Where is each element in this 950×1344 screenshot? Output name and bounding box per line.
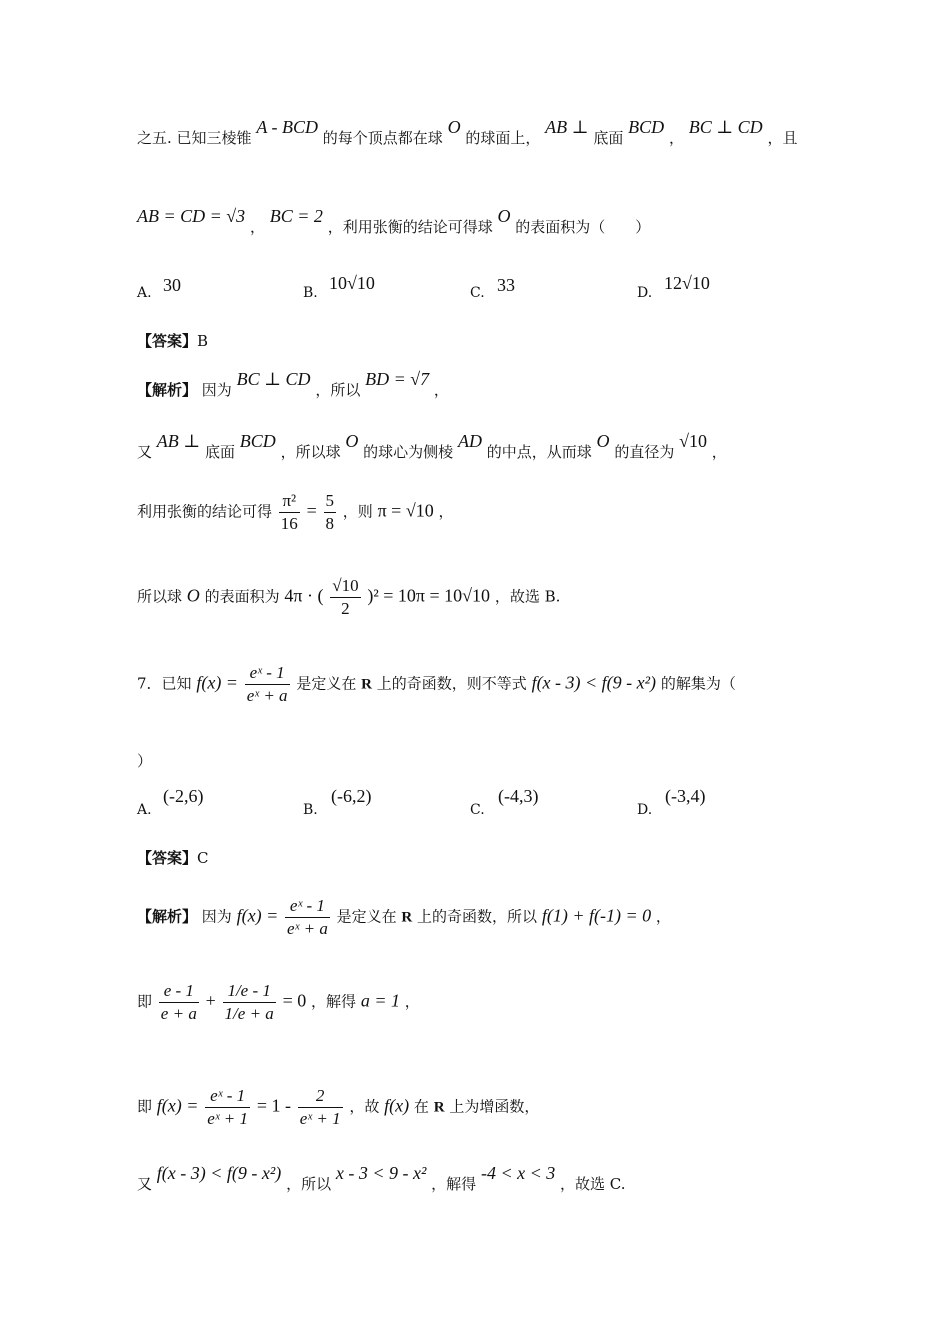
denominator: eˣ + a — [287, 919, 328, 938]
q6-formula: BC = 2 — [269, 206, 323, 226]
q6-answer — [137, 330, 830, 352]
q6-text: ， — [433, 381, 449, 399]
analysis-label: 【解析】 — [137, 381, 198, 399]
q6-text: 的中点，从而球 — [486, 443, 592, 461]
q7-text: ， — [655, 907, 671, 926]
q7-text: ，解得 — [311, 992, 357, 1011]
q6-solution-line4 — [137, 575, 830, 625]
option-label-a: A. — [137, 285, 152, 301]
q7-formula: f(x - 3) < f(9 - x²) — [156, 1163, 282, 1183]
option-value-d: (-3,4) — [665, 786, 706, 806]
q6-text: ， — [711, 443, 727, 461]
q6-formula: O — [345, 431, 359, 451]
q7-formula: = 0 — [282, 990, 307, 1011]
denominator: eˣ + a — [246, 686, 288, 705]
option-value-d: 12√10 — [664, 273, 710, 293]
q7-text: ，解得 — [431, 1175, 477, 1193]
q7-solution-line3 — [137, 1085, 830, 1135]
numerator: eˣ - 1 — [285, 895, 330, 918]
fraction — [330, 575, 360, 620]
option-value-b: (-6,2) — [331, 786, 372, 806]
q6-formula: BC ⊥ CD — [688, 117, 763, 137]
denominator: 8 — [325, 514, 335, 533]
q7-stem-line2 — [137, 750, 830, 772]
fraction — [324, 490, 337, 535]
q6-text: 的球心为侧棱 — [363, 443, 454, 461]
q6-formula: A - BCD — [256, 117, 318, 137]
q6-text: 因为 — [201, 381, 232, 399]
q6-formula: O — [186, 585, 200, 606]
option-label-c: C. — [470, 802, 485, 818]
q6-stem-line1 — [137, 117, 830, 149]
q7-text: ， — [404, 992, 420, 1011]
numerator: 5 — [324, 490, 337, 513]
denominator: 16 — [280, 514, 298, 533]
q6-formula: )² = 10π = 10√10 — [367, 585, 491, 606]
q6-solution-line1 — [137, 369, 830, 401]
q7-formula: f(x) = — [196, 672, 238, 693]
q6-formula: AB ⊥ — [156, 431, 201, 451]
numerator: 1/e - 1 — [223, 980, 276, 1003]
q7-text: 因为 — [201, 907, 232, 926]
option-label-b: B. — [303, 802, 318, 818]
q7-formula: a = 1 — [360, 990, 400, 1011]
q6-text: 底面 — [205, 443, 236, 461]
q6-formula: AD — [457, 431, 482, 451]
real-set-symbol: R — [361, 676, 372, 693]
option-label-d: D. — [637, 802, 653, 818]
q7-text: 又 — [137, 1175, 153, 1193]
q7-stem-line1 — [137, 662, 830, 712]
q7-text: 上的奇函数，所以 — [417, 907, 538, 926]
fraction — [223, 980, 276, 1025]
q6-text: 之五. 已知三棱锥 — [137, 129, 252, 147]
q7-text: ，所以 — [286, 1175, 332, 1193]
q7-solution-line2 — [137, 980, 830, 1060]
fraction — [279, 490, 300, 535]
q7-formula: + — [205, 990, 216, 1011]
denominator: 1/e + a — [224, 1004, 274, 1023]
denominator: e + a — [160, 1004, 197, 1023]
q7-text: 是定义在 — [296, 674, 357, 693]
q7-text: 上为增函数， — [449, 1097, 540, 1116]
q6-formula: O — [497, 206, 511, 226]
q6-solution-line2 — [137, 431, 830, 463]
q6-solution-line3 — [137, 490, 830, 540]
numerator: eˣ - 1 — [205, 1085, 250, 1108]
option-value-c: (-4,3) — [498, 786, 539, 806]
q6-formula: BCD — [628, 117, 665, 137]
option-label-a: A. — [137, 802, 152, 818]
q7-text: ，故 — [349, 1097, 380, 1116]
option-value-b: 10√10 — [329, 273, 375, 293]
q6-text: 又 — [137, 443, 153, 461]
numerator: π² — [279, 490, 300, 513]
q6-text: ，则 — [342, 502, 373, 521]
fraction — [159, 980, 199, 1025]
q7-formula: f(1) + f(-1) = 0 — [541, 905, 652, 926]
fraction — [298, 1085, 343, 1130]
q7-text: 上的奇函数，则不等式 — [376, 674, 527, 693]
q6-text: ，且 — [767, 129, 798, 147]
q6-formula: BD = √7 — [365, 369, 430, 389]
q6-text: ， — [438, 502, 454, 521]
q6-formula: AB ⊥ — [545, 117, 589, 137]
q7-text: 即 — [137, 1097, 153, 1116]
q6-formula: 4π · ( — [284, 585, 324, 606]
q7-text: 是定义在 — [336, 907, 397, 926]
q7-formula: -4 < x < 3 — [480, 1163, 556, 1183]
numerator: e - 1 — [159, 980, 199, 1003]
q6-text: 的表面积为 — [204, 587, 280, 606]
denominator: 2 — [341, 599, 350, 618]
q6-formula: O — [447, 117, 461, 137]
option-label-c: C. — [470, 285, 485, 301]
q6-formula: BCD — [239, 431, 276, 451]
q7-text: 在 — [413, 1097, 429, 1116]
q7-solution-line1 — [137, 895, 830, 945]
q6-text: ， — [668, 129, 684, 147]
q7-text: 的解集为（ — [660, 674, 736, 693]
numerator: eˣ - 1 — [245, 662, 290, 685]
q6-formula: AB = CD = √3 — [137, 206, 246, 226]
q6-text: 所以球 — [137, 587, 183, 606]
q6-formula: √10 — [679, 431, 707, 451]
q7-formula: f(x) = — [156, 1095, 199, 1116]
answer-label: 【答案】 — [137, 849, 198, 867]
denominator: eˣ + 1 — [207, 1109, 249, 1128]
q7-answer — [137, 847, 830, 869]
option-value-c: 33 — [497, 275, 515, 295]
q6-text: 利用张衡的结论可得 — [137, 502, 273, 521]
answer-value: B — [197, 332, 209, 350]
q6-text: 底面 — [593, 129, 624, 147]
q6-text: 的表面积为（ ） — [515, 218, 651, 236]
fraction — [245, 662, 290, 707]
option-value-a: (-2,6) — [163, 786, 204, 806]
fraction — [205, 1085, 250, 1130]
q6-text: 的直径为 — [614, 443, 675, 461]
q6-text: 的球面上， — [465, 129, 541, 147]
q6-formula: O — [596, 431, 610, 451]
option-label-b: B. — [303, 285, 318, 301]
denominator: eˣ + 1 — [299, 1109, 341, 1128]
q7-formula: f(x - 3) < f(9 - x²) — [531, 672, 657, 693]
q7-text: 7．已知 — [137, 674, 192, 693]
q7-text: 即 — [137, 992, 153, 1011]
answer-label: 【答案】 — [137, 332, 198, 350]
q6-formula: BC ⊥ CD — [236, 369, 311, 389]
option-value-a: 30 — [163, 275, 181, 295]
q7-formula: x - 3 < 9 - x² — [335, 1163, 427, 1183]
q6-text: 的每个顶点都在球 — [322, 129, 443, 147]
q6-text: ，所以 — [315, 381, 361, 399]
q7-formula: f(x) — [384, 1095, 410, 1116]
q6-text: ，所以球 — [280, 443, 341, 461]
q6-formula: π = √10 — [377, 500, 434, 521]
q6-formula: = — [306, 500, 317, 521]
fraction — [285, 895, 330, 940]
q6-text: ， — [249, 218, 265, 236]
q7-formula: f(x) = — [236, 905, 279, 926]
q7-solution-line4 — [137, 1163, 830, 1195]
numerator: √10 — [330, 575, 360, 598]
q6-text: ，利用张衡的结论可得球 — [327, 218, 493, 236]
numerator: 2 — [298, 1085, 343, 1108]
real-set-symbol: R — [401, 909, 413, 926]
answer-value: C — [197, 849, 209, 867]
analysis-label: 【解析】 — [137, 907, 198, 926]
real-set-symbol: R — [433, 1099, 445, 1116]
q7-formula: = 1 - — [256, 1095, 291, 1116]
q7-text: ，故选 C. — [560, 1175, 626, 1193]
q7-text: ） — [137, 752, 153, 770]
option-label-d: D. — [637, 285, 653, 301]
q6-text: ，故选 B. — [494, 587, 561, 606]
q6-stem-line2 — [137, 206, 830, 238]
